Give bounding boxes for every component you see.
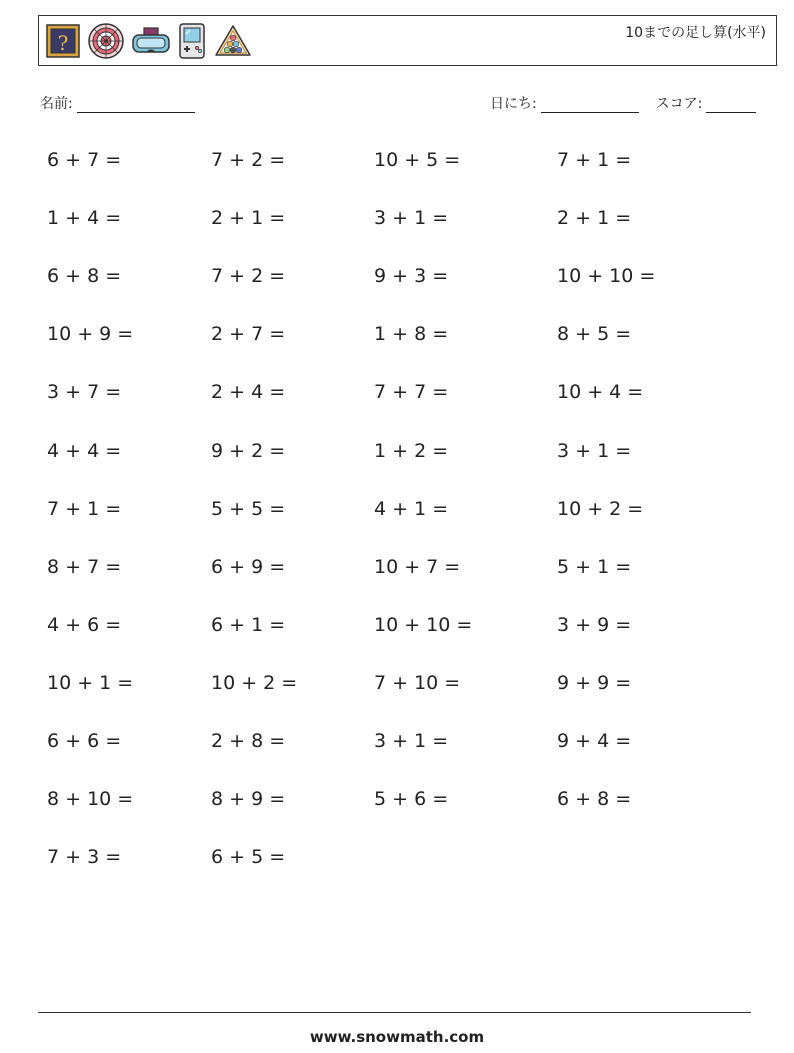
date-blank[interactable] — [541, 97, 639, 113]
problem-item: 4 + 6 = — [47, 613, 122, 636]
header-box — [38, 15, 777, 66]
problem-item: 6 + 8 = — [557, 788, 632, 811]
problem-item: 4 + 1 = — [374, 497, 449, 520]
problem-item: 8 + 7 = — [47, 555, 122, 578]
footer-url: www.snowmath.com — [309, 1028, 485, 1046]
problem-item: 9 + 3 = — [374, 265, 449, 288]
problem-item: 9 + 9 = — [557, 671, 632, 694]
problem-item: 1 + 4 = — [47, 207, 122, 230]
problem-item: 10 + 2 = — [557, 497, 644, 520]
problem-item: 6 + 8 = — [47, 265, 122, 288]
problem-item: 6 + 1 = — [211, 613, 286, 636]
problem-item: 5 + 6 = — [374, 788, 449, 811]
problem-item: 7 + 10 = — [374, 671, 461, 694]
problem-item: 2 + 1 = — [557, 207, 632, 230]
problem-item: 7 + 1 = — [557, 149, 632, 171]
problem-item: 10 + 1 = — [47, 671, 134, 694]
problem-item: 3 + 1 = — [374, 207, 449, 230]
problem-item: 7 + 2 = — [211, 265, 286, 288]
problem-item: 10 + 2 = — [211, 671, 298, 694]
question-card-icon — [45, 23, 81, 59]
problem-item: 7 + 7 = — [374, 381, 449, 404]
problem-item: 10 + 9 = — [47, 323, 134, 346]
date-score-fields — [490, 93, 756, 113]
problem-item: 1 + 8 = — [374, 323, 449, 346]
date-label: 日にち: — [490, 96, 537, 112]
problem-item: 10 + 10 = — [374, 613, 473, 636]
problem-item: 10 + 7 = — [374, 555, 461, 578]
problem-item: 3 + 9 = — [557, 613, 632, 636]
problem-item: 2 + 1 = — [211, 207, 286, 230]
problem-item: 6 + 9 = — [211, 555, 286, 578]
problem-item: 1 + 2 = — [374, 439, 449, 462]
dartboard-icon — [87, 22, 125, 60]
problem-item: 2 + 7 = — [211, 323, 286, 346]
problem-item: 7 + 2 = — [211, 149, 286, 171]
problem-item: 2 + 4 = — [211, 381, 286, 404]
handheld-console-icon — [177, 22, 207, 60]
name-field — [40, 93, 195, 113]
problem-item: 9 + 2 = — [211, 439, 286, 462]
problem-item: 8 + 9 = — [211, 788, 286, 811]
problem-item: 3 + 1 = — [557, 439, 632, 462]
problem-item: 5 + 1 = — [557, 555, 632, 578]
problem-item: 2 + 8 = — [211, 730, 286, 752]
problem-item: 7 + 1 = — [47, 497, 122, 520]
problem-item: 8 + 5 = — [557, 323, 632, 346]
problem-item: 3 + 1 = — [374, 730, 449, 752]
icon-strip — [45, 22, 253, 60]
footer-divider — [38, 1012, 751, 1013]
problem-item: 4 + 4 = — [47, 439, 122, 462]
problem-item: 10 + 5 = — [374, 149, 461, 171]
problem-item: 3 + 7 = — [47, 381, 122, 404]
score-label: スコア: — [655, 96, 703, 112]
problem-item: 5 + 5 = — [211, 497, 286, 520]
problem-item: 10 + 4 = — [557, 381, 644, 404]
svg-text:?: ? — [57, 31, 69, 55]
problem-item: 8 + 10 = — [47, 788, 134, 811]
problem-item: 9 + 4 = — [557, 730, 632, 752]
vr-headset-icon — [131, 23, 171, 59]
score-blank[interactable] — [706, 97, 756, 113]
problem-item: 7 + 3 = — [47, 846, 122, 869]
problem-item: 6 + 6 = — [47, 730, 122, 752]
worksheet-title: 10までの足し算(水平) — [625, 25, 766, 41]
name-blank[interactable] — [77, 97, 195, 113]
problem-item: 6 + 5 = — [211, 846, 286, 869]
billiard-rack-icon — [213, 23, 253, 59]
problem-item: 10 + 10 = — [557, 265, 656, 288]
name-label: 名前: — [40, 96, 73, 112]
problem-item: 6 + 7 = — [47, 149, 122, 171]
